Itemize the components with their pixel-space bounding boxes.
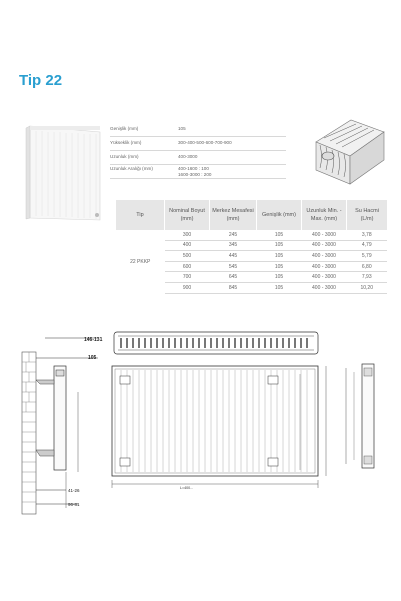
spec-value: 105: [178, 126, 186, 131]
column-header: Tip: [116, 200, 165, 230]
table-cell: 7,93: [347, 272, 388, 283]
spec-row-length-range: [110, 163, 286, 179]
spec-label: Uzunluk Aralığı (mm): [110, 166, 153, 171]
table-cell: 400 - 3000: [302, 240, 347, 251]
radiator-top-view-drawing: [110, 328, 322, 358]
radiator-image: [22, 122, 108, 226]
table-header-row: [116, 200, 387, 230]
spec-value: 400-3000: [178, 154, 198, 159]
table-cell: 400 - 3000: [302, 282, 347, 293]
page-title: Tip 22: [19, 72, 63, 89]
table-cell: 400 - 3000: [302, 251, 347, 262]
table-cell: 900: [165, 282, 210, 293]
table-cell: 105: [257, 272, 302, 283]
dimension-label: L=400...: [180, 486, 194, 490]
spec-value: [178, 166, 211, 177]
table-cell: 5,79: [347, 251, 388, 262]
spec-value: 300-400-500-600-700-900: [178, 140, 232, 145]
table-cell: 500: [165, 251, 210, 262]
spec-label: Yükseklik (mm): [110, 140, 142, 145]
specification-table: [116, 200, 387, 294]
table-cell: 400 - 3000: [302, 230, 347, 240]
dimension-label: 41-26: [68, 488, 80, 493]
radiator-front-view-drawing: [104, 360, 330, 500]
table-cell: 300: [165, 230, 210, 240]
table-row: [116, 230, 387, 240]
table-cell: 105: [257, 240, 302, 251]
table-cell: 400: [165, 240, 210, 251]
table-cell: 600: [165, 261, 210, 272]
table-cell: 645: [210, 272, 257, 283]
column-header: Su Hacmi (L/m): [347, 200, 388, 230]
table-cell: 105: [257, 230, 302, 240]
dimension-label: 146-131: [84, 337, 103, 343]
spec-label: Genişlik (mm): [110, 126, 139, 131]
table-cell: 700: [165, 272, 210, 283]
table-cell: 400 - 3000: [302, 272, 347, 283]
dimension-label: 96-81: [68, 502, 80, 507]
spec-label: Uzunluk (mm): [110, 154, 139, 159]
table-cell: 105: [257, 261, 302, 272]
table-cell: 245: [210, 230, 257, 240]
table-cell: 845: [210, 282, 257, 293]
spec-row-height: [110, 137, 286, 151]
table-cell: 6,80: [347, 261, 388, 272]
table-cell-tip: 22 PKKP: [130, 258, 151, 265]
table-cell: 445: [210, 251, 257, 262]
table-cell: 545: [210, 261, 257, 272]
spec-row-width: [110, 123, 286, 137]
spec-value-line: 1600-3000 : 200: [178, 171, 212, 177]
column-header: Uzunluk Min. - Max. (mm): [302, 200, 347, 230]
table-cell: 345: [210, 240, 257, 251]
dimension-label: 105: [88, 355, 97, 361]
column-header: Merkez Mesafesi (mm): [210, 200, 257, 230]
radiator-right-side-drawing: [340, 360, 386, 476]
table-cell: 105: [257, 251, 302, 262]
radiator-cross-section-image: [306, 112, 388, 188]
table-cell: 400 - 3000: [302, 261, 347, 272]
column-header: Nominal Boyut (mm): [165, 200, 210, 230]
table-cell: 10,20: [347, 282, 388, 293]
table-cell: 105: [257, 282, 302, 293]
spec-value-line: 400-1600 : 100: [178, 166, 209, 171]
column-header: Genişlik (mm): [257, 200, 302, 230]
table-cell: 3,78: [347, 230, 388, 240]
table-cell: 4,79: [347, 240, 388, 251]
